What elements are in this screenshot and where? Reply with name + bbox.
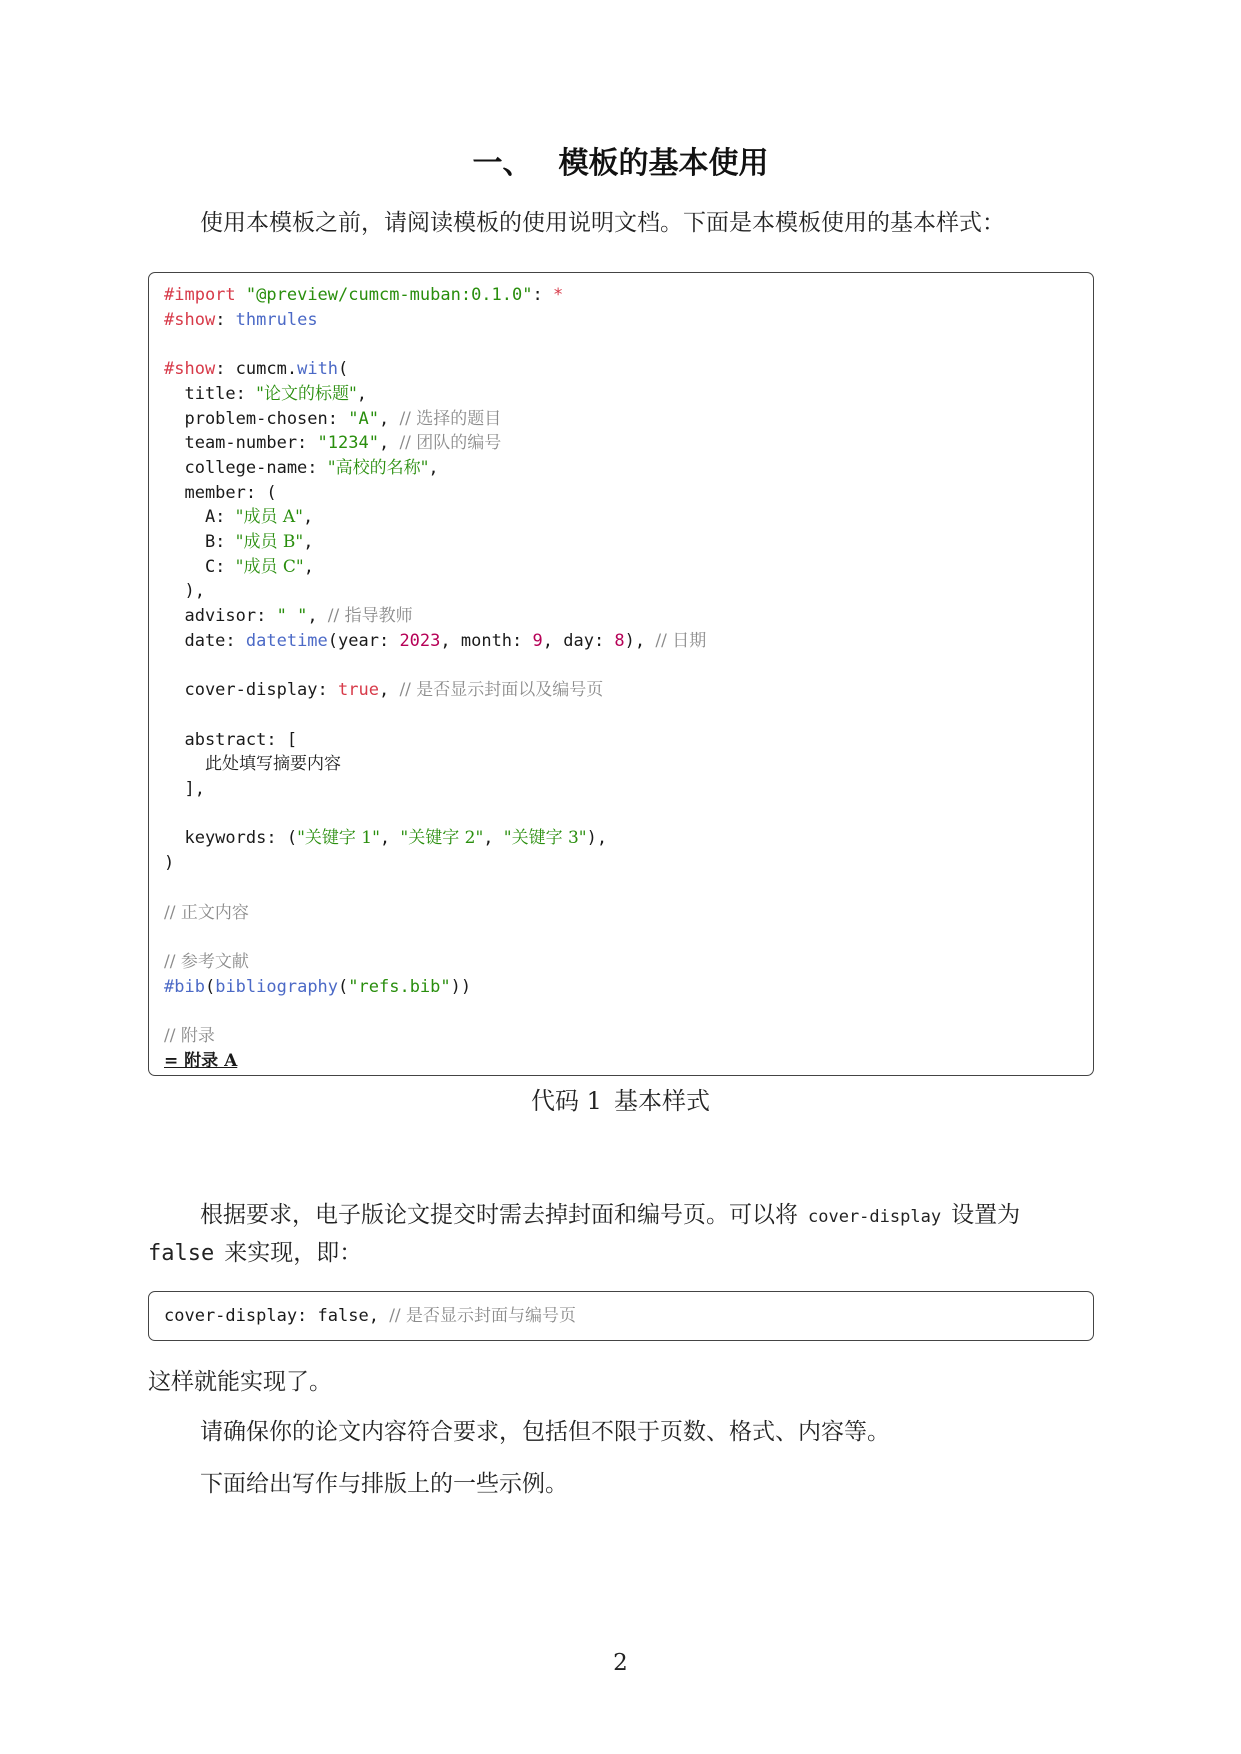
code-token: "关键字 3" xyxy=(503,828,587,849)
code-token: 8 xyxy=(614,630,625,651)
code-token: #show xyxy=(164,359,216,380)
code-token: "refs.bib" xyxy=(348,976,451,997)
section-heading xyxy=(0,142,1241,186)
intro-paragraph: 使用本模板之前，请阅读模板的使用说明文档。下面是本模板使用的基本样式： xyxy=(200,210,1005,236)
paragraph-text: 设置为 xyxy=(951,1202,1021,1228)
inline-code: cover-display xyxy=(808,1207,942,1227)
page-number: 2 xyxy=(613,1650,628,1676)
examples-paragraph: 下面给出写作与排版上的一些示例。 xyxy=(200,1471,568,1497)
section-number: 一、 xyxy=(472,146,533,181)
inline-code: false xyxy=(148,1241,215,1266)
code-comment: // 是否显示封面以及编号页 xyxy=(399,680,604,701)
code-comment: // 是否显示封面与编号页 xyxy=(389,1306,577,1326)
caption-label: 代码 1 xyxy=(531,1087,602,1115)
code-block-2 xyxy=(148,1291,1094,1341)
code-token: "@preview/cumcm-muban:0.1.0" xyxy=(245,285,533,305)
code-token: cumcm. xyxy=(235,359,298,380)
requirement-paragraph: 请确保你的论文内容符合要求，包括但不限于页数、格式、内容等。 xyxy=(200,1419,890,1445)
code-token: cover-display: false, xyxy=(164,1306,379,1326)
code-token: #import xyxy=(164,285,236,305)
code-token: "成员 C" xyxy=(235,556,304,577)
section-title: 模板的基本使用 xyxy=(558,146,769,181)
code-comment: // 指导教师 xyxy=(327,606,413,627)
code-listing: #import "@preview/cumcm-muban:0.1.0": * #show: thmrules #show: cumcm.with( title: "论文的标题", problem-chosen: "A", // 选择的题目 team-number: "1234", // 团队的编号 college-name: "高校的名称", member: ( A: "成员 A", B: "成员 B", C: "成员 C", ), advisor: " ", // 指导教师 date: datetime(year: 2023, month: 9, day: 8), // 日期 cover-display: true, // 是否显示封面以及编号页 abstract: [ 此处填写摘要内容 ], keywords: ("关键字 1", "关键字 2", "关键字 3"), ) // 正文内容 // 参考文献 #bib(bibliography("refs.bib")) // 附录 = 附录 A xyxy=(164,285,707,1071)
paragraph-text: 来实现，即： xyxy=(224,1240,363,1266)
caption-title: 基本样式 xyxy=(613,1087,710,1115)
code-comment: // 正文内容 xyxy=(164,902,249,923)
code-token: true xyxy=(338,680,379,701)
code-block xyxy=(148,272,1094,1076)
code-token: "高校的名称" xyxy=(327,457,429,478)
code-token: " " xyxy=(276,606,308,627)
code-token: "成员 B" xyxy=(235,532,304,553)
code-comment: // 团队的编号 xyxy=(399,433,502,454)
code-listing-2 xyxy=(149,1292,1093,1329)
code-comment: // 选择的题目 xyxy=(399,408,502,429)
code-token: bibliography xyxy=(215,976,339,997)
code-token: with xyxy=(297,359,339,380)
code-token: 9 xyxy=(532,630,543,651)
code-token: * xyxy=(552,285,564,305)
code-token: 2023 xyxy=(399,630,441,651)
code-token: "A" xyxy=(348,408,379,429)
result-paragraph: 这样就能实现了。 xyxy=(148,1369,332,1395)
code-token: "1234" xyxy=(317,433,379,454)
paragraph-text: 根据要求，电子版论文提交时需去掉封面和编号页。可以将 xyxy=(200,1202,798,1228)
cover-paragraph xyxy=(148,1197,1094,1272)
code-token: #bib xyxy=(164,976,205,997)
code-token: datetime xyxy=(245,630,328,651)
code-comment: // 日期 xyxy=(655,630,707,651)
code-token: "成员 A" xyxy=(235,507,303,528)
code-token: thmrules xyxy=(235,309,318,330)
code-token: "关键字 1" xyxy=(297,828,380,849)
code-token: "关键字 2" xyxy=(400,828,484,849)
code-comment: // 附录 xyxy=(164,1026,215,1047)
code-caption xyxy=(0,1083,1241,1119)
code-token: 此处填写摘要内容 xyxy=(204,754,341,775)
code-token: #show xyxy=(164,309,216,330)
code-comment: // 参考文献 xyxy=(164,951,249,972)
code-token: "论文的标题" xyxy=(256,383,357,404)
code-heading: = 附录 A xyxy=(164,1050,238,1071)
